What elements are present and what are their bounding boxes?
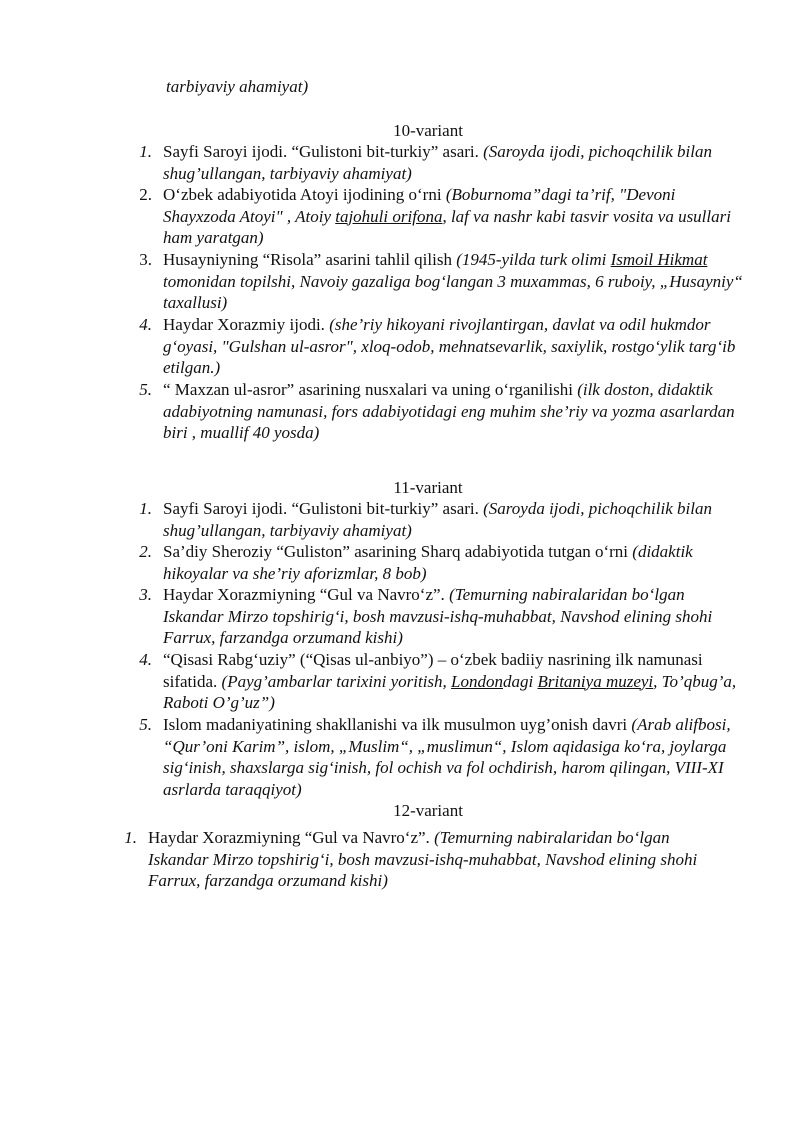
list-item xyxy=(163,141,743,184)
italic-annotation: tomonidan topilshi, Navoiy gazaliga bog‘langan 3 muxammas, 6 ruboiy, „Husayniy“ taxallusi) xyxy=(163,271,743,313)
italic-annotation: dagi xyxy=(503,671,538,691)
list-item xyxy=(163,649,743,714)
item-text: Sa’diy Sheroziy “Guliston” asarining Sharq adabiyotida tutgan o‘rni xyxy=(163,542,633,561)
underlined-text: London xyxy=(451,671,503,691)
list-item xyxy=(163,541,743,584)
list-item-number: 1. xyxy=(139,499,152,518)
list-item xyxy=(163,314,743,379)
underlined-text: Britaniya muzeyi xyxy=(537,671,654,691)
list-item-number: 2. xyxy=(139,542,152,561)
italic-annotation: (didaktik hikoyalar va she’riy aforizmlar, 8 bob) xyxy=(163,542,693,583)
list-item-number: 4. xyxy=(139,315,152,334)
section-title: 11-variant xyxy=(393,478,463,497)
item-text: Sayfi Saroyi ijodi. “Gulistoni bit-turkiy” asari. xyxy=(163,142,484,161)
list-item-number: 4. xyxy=(139,650,152,669)
item-text: “ Maxzan ul-asror” asarining nusxalari va uning o‘rganilishi xyxy=(163,380,578,399)
italic-annotation: (Saroyda ijodi, pichoqchilik bilan shug’ullangan, tarbiyaviy ahamiyat) xyxy=(163,142,712,183)
continuation-line: tarbiyaviy ahamiyat) xyxy=(166,77,309,96)
item-text: Haydar Xorazmiyning “Gul va Navro‘z”. xyxy=(148,828,435,847)
item-text: “Qisasi Rabg‘uziy” (“Qisas ul-anbiyo”) – o‘zbek badiiy nasrining ilk namunasi sifatida. xyxy=(163,650,703,691)
list-item xyxy=(163,498,743,541)
list-item xyxy=(163,714,743,800)
italic-annotation: (ilk doston, didaktik adabiyotning namunasi, fors adabiyotidagi eng muhim she’riy va yozma asarlardan biri , muallif 40 yosda) xyxy=(163,380,735,443)
item-text: O‘zbek adabiyotida Atoyi ijodining o‘rni xyxy=(163,185,446,204)
section-title: 12-variant xyxy=(393,801,463,820)
italic-annotation: (1945-yilda turk olimi xyxy=(456,250,611,269)
list-item-number: 5. xyxy=(139,380,152,399)
list-item-number: 3. xyxy=(139,250,152,269)
list-item-number: 5. xyxy=(139,715,152,734)
underlined-text: Ismoil Hikmat xyxy=(610,250,708,269)
list-item-number: 3. xyxy=(139,585,152,604)
italic-annotation: (Temurning nabiralaridan bo‘lgan Iskandar Mirzo topshirig‘i, bosh mavzusi-ishq-muhabbat, Navshod elining shohi Farrux, farzandga orzumand kishi) xyxy=(148,828,698,891)
underlined-text: tajohuli orifona xyxy=(335,206,443,226)
item-text: Sayfi Saroyi ijodi. “Gulistoni bit-turkiy” asari. xyxy=(163,499,484,518)
italic-annotation: (Payg’ambarlar tarixini yoritish, xyxy=(221,671,452,691)
list-item-number: 2. xyxy=(139,185,152,204)
italic-annotation: , To’qbug’a, Raboti O’g’uz”) xyxy=(163,671,737,713)
italic-annotation: (Arab alifbosi, “Qur’oni Karim”, islom, „Muslim“, „muslimun“, Islom aqidasiga ko‘ra, joylarga sig‘inish, shaxslarga sig‘inish, fol ochish va fol ochdirish, harom qilingan, VIII-XI asrlarda taraqqiyot) xyxy=(163,715,731,799)
italic-annotation: (Temurning nabiralaridan bo‘lgan Iskandar Mirzo topshirig‘i, bosh mavzusi-ishq-muhabbat, Navshod elining shohi Farrux, farzandga orzumand kishi) xyxy=(163,585,713,648)
list-item-number: 1. xyxy=(139,142,152,161)
italic-annotation: , laf va nashr kabi tasvir vosita va usullari ham yaratgan) xyxy=(163,206,731,248)
item-text: Islom madaniyatining shakllanishi va ilk musulmon uyg’onish davri xyxy=(163,715,632,734)
list-item xyxy=(163,249,743,314)
list-item xyxy=(163,184,743,249)
list-item xyxy=(148,827,728,892)
item-text: Haydar Xorazmiyning “Gul va Navro‘z”. xyxy=(163,585,450,604)
italic-annotation: (she’riy hikoyani rivojlantirgan, davlat va odil hukmdor g‘oyasi, "Gulshan ul-asror", xloq-odob, mehnatsevarlik, saxiylik, rostgo‘ylik targ‘ib etilgan.) xyxy=(163,315,736,378)
list-item xyxy=(163,584,743,649)
italic-annotation: (Saroyda ijodi, pichoqchilik bilan shug’ullangan, tarbiyaviy ahamiyat) xyxy=(163,499,712,540)
section-title: 10-variant xyxy=(393,121,463,140)
list-item xyxy=(163,379,743,444)
item-text: Haydar Xorazmiy ijodi. xyxy=(163,315,330,334)
item-text: Husayniyning “Risola” asarini tahlil qilish xyxy=(163,250,457,269)
list-item-number: 1. xyxy=(124,828,137,847)
italic-annotation: (Boburnoma”dagi ta’rif, "Devoni Shayxzoda Atoyi" , Atoiy xyxy=(163,185,676,226)
